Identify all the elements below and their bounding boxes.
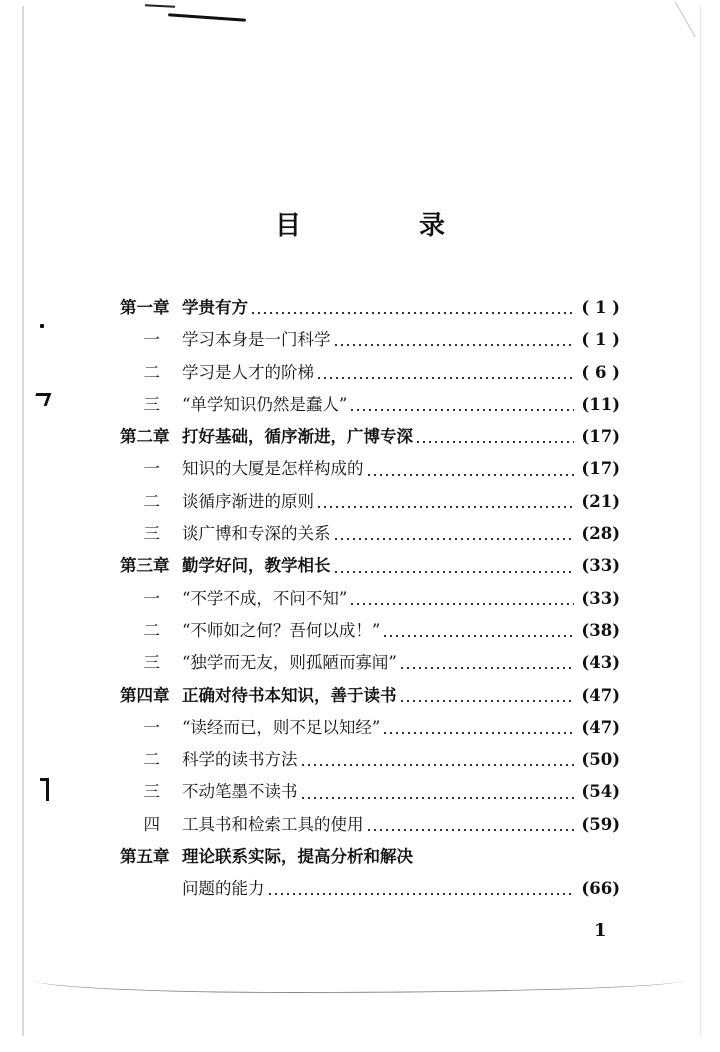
toc-number: 二	[143, 362, 160, 382]
dot-leader	[349, 408, 574, 412]
toc-page-number: (43)	[581, 653, 620, 673]
toc-title: 学习本身是一门科学	[182, 330, 331, 350]
toc-page-number: (47)	[581, 717, 620, 737]
toc-title: 勤学好问，教学相长	[182, 556, 331, 576]
toc-section-row[interactable]	[120, 615, 620, 647]
toc-page-number: ( 1 )	[581, 298, 620, 317]
toc-title: 谈循序渐进的原则	[182, 491, 314, 511]
scan-mark	[40, 778, 49, 801]
dot-leader	[333, 570, 575, 574]
toc-section-row[interactable]	[120, 324, 620, 356]
dot-leader	[300, 763, 575, 767]
toc-number: 三	[143, 782, 160, 802]
toc-page-number: (59)	[581, 814, 620, 834]
toc-number: 一	[143, 588, 160, 608]
toc-chapter-row[interactable]	[120, 292, 620, 324]
toc-number: 二	[143, 491, 160, 511]
toc-number: 一	[143, 330, 160, 350]
toc-page-number: ( 1 )	[581, 330, 620, 350]
toc-page-number: (47)	[581, 685, 620, 705]
toc-number: 三	[143, 653, 160, 673]
dot-leader	[366, 828, 575, 832]
toc-chapter-row[interactable]	[120, 550, 620, 582]
toc-number: 一	[143, 459, 160, 479]
toc-title: 科学的读书方法	[182, 750, 298, 770]
dot-leader	[316, 376, 574, 380]
toc-section-row[interactable]	[120, 809, 620, 841]
dot-leader	[250, 311, 574, 315]
toc-section-row[interactable]	[120, 453, 620, 485]
dot-leader	[333, 343, 575, 347]
toc-number: 第三章	[120, 556, 170, 576]
toc-page-number: (11)	[581, 394, 620, 414]
toc-title: 学习是人才的阶梯	[182, 362, 314, 382]
toc-section-row[interactable]	[120, 389, 620, 421]
toc-title: 理论联系实际，提高分析和解决	[182, 847, 413, 867]
toc-chapter-row[interactable]	[120, 841, 620, 873]
toc-page-number: (28)	[581, 524, 620, 544]
toc-number: 第一章	[120, 298, 170, 317]
toc-title: “不师如之何？吾何以成！”	[182, 620, 381, 640]
toc-section-row[interactable]	[120, 647, 620, 679]
toc-page-number: (50)	[581, 750, 620, 770]
dot-leader	[366, 473, 575, 477]
toc-number: 二	[143, 620, 160, 640]
toc-title: 问题的能力	[182, 879, 265, 899]
page-title: 目 录	[274, 211, 491, 241]
toc-section-row[interactable]	[120, 357, 620, 389]
dot-leader	[382, 731, 574, 735]
toc-number: 第五章	[120, 847, 170, 867]
table-of-contents	[120, 292, 620, 906]
toc-number: 四	[143, 814, 160, 834]
toc-page-number: ( 6 )	[581, 362, 620, 382]
toc-chapter-row[interactable]	[120, 680, 620, 712]
toc-page-number: (17)	[581, 459, 620, 479]
toc-title: 学贵有方	[182, 298, 248, 317]
dot-leader	[399, 666, 574, 670]
toc-section-row[interactable]	[120, 744, 620, 776]
toc-chapter-row[interactable]	[120, 421, 620, 453]
dot-leader	[382, 634, 574, 638]
toc-number: 三	[143, 394, 160, 414]
page-number: 1	[594, 920, 607, 941]
toc-page-number: (33)	[581, 556, 620, 576]
dot-leader	[349, 602, 574, 606]
toc-section-row[interactable]	[120, 873, 620, 905]
toc-section-row[interactable]	[120, 486, 620, 518]
toc-page-number: (17)	[581, 427, 620, 447]
toc-number: 二	[143, 750, 160, 770]
toc-title: 打好基础，循序渐进，广博专深	[182, 427, 413, 447]
toc-page-number: (33)	[581, 588, 620, 608]
dot-leader	[333, 537, 575, 541]
toc-title: 不动笔墨不读书	[182, 782, 298, 802]
toc-title: 谈广博和专深的关系	[182, 524, 331, 544]
toc-number: 第四章	[120, 685, 170, 705]
scan-mark	[40, 324, 44, 328]
dot-leader	[316, 505, 574, 509]
toc-section-row[interactable]	[120, 712, 620, 744]
toc-section-row[interactable]	[120, 776, 620, 808]
dot-leader	[415, 440, 574, 444]
toc-title: 正确对待书本知识，善于读书	[182, 685, 397, 705]
toc-title: “读经而已，则不足以知经”	[182, 717, 381, 737]
toc-title: “单学知识仍然是蠢人”	[182, 394, 348, 414]
toc-number: 三	[143, 524, 160, 544]
toc-number: 第二章	[120, 427, 170, 447]
toc-title: “独学而无友，则孤陋而寡闻”	[182, 653, 397, 673]
toc-number: 一	[143, 717, 160, 737]
toc-title: “不学不成，不问不知”	[182, 588, 348, 608]
toc-page-number: (38)	[581, 620, 620, 640]
toc-section-row[interactable]	[120, 583, 620, 615]
toc-page-number: (21)	[581, 491, 620, 511]
dot-leader	[300, 796, 575, 800]
toc-page-number: (66)	[581, 879, 620, 899]
toc-section-row[interactable]	[120, 518, 620, 550]
dot-leader	[267, 892, 575, 896]
toc-page-number: (54)	[581, 782, 620, 802]
toc-title: 知识的大厦是怎样构成的	[182, 459, 364, 479]
dot-leader	[399, 699, 575, 703]
toc-title: 工具书和检索工具的使用	[182, 814, 364, 834]
